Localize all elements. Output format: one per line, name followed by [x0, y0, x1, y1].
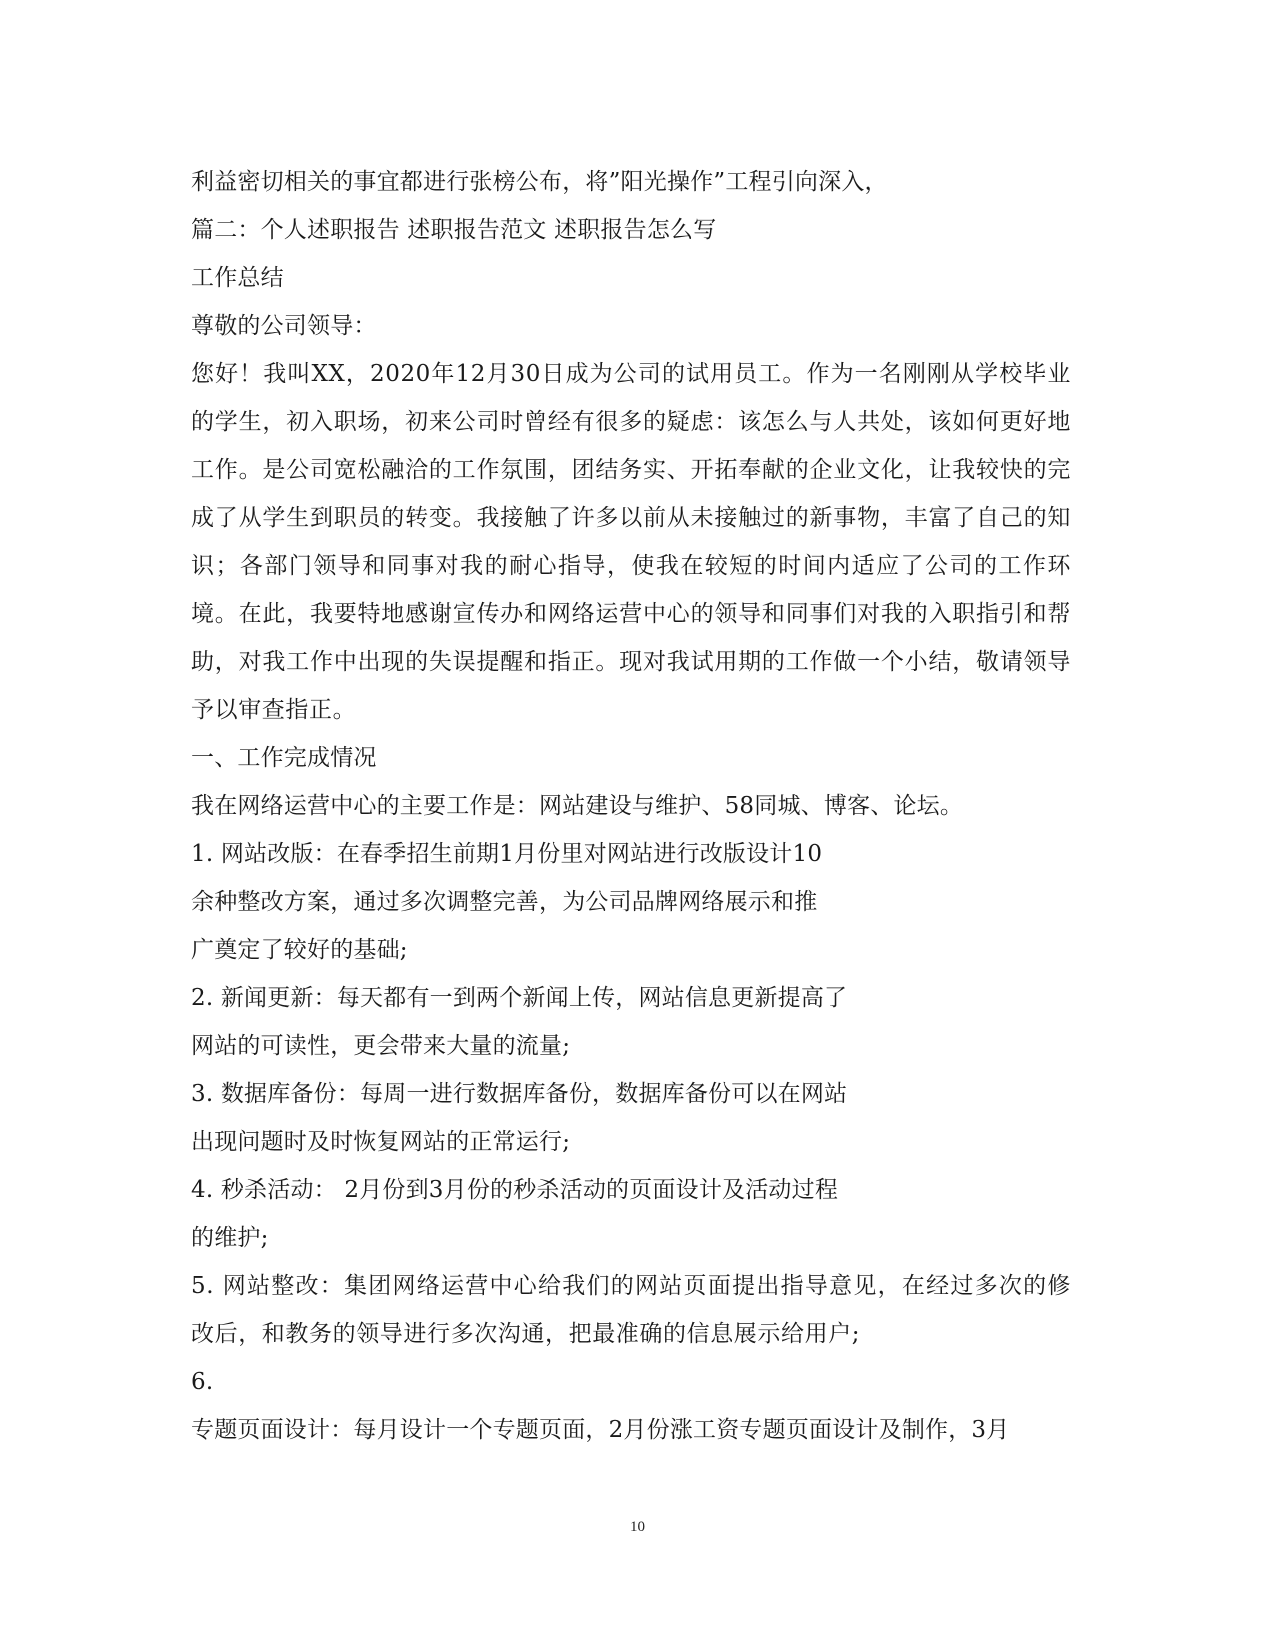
list-item: 5. 网站整改：集团网络运营中心给我们的网站页面提出指导意见，在经过多次的修改后，和教务的领导进行多次沟通，把最准确的信息展示给用户;: [191, 1273, 1071, 1347]
list-item-line: 的维护;: [191, 1225, 269, 1251]
section-intro: 我在网络运营中心的主要工作是：网站建设与维护、58同城、博客、论坛。: [191, 793, 964, 819]
list-item: [191, 1070, 1071, 1166]
text-line: 利益密切相关的事宜都进行张榜公布，将”阳光操作”工程引向深入，: [191, 169, 888, 195]
list-item-line: 网站的可读性，更会带来大量的流量;: [191, 1033, 571, 1059]
list-item: [191, 1166, 1071, 1262]
list-item-line: 广奠定了较好的基础;: [191, 937, 408, 963]
section-heading: 一、工作完成情况: [191, 745, 377, 771]
intro-paragraph: 您好！我叫XX，2020年12月30日成为公司的试用员工。作为一名刚刚从学校毕业的学生，初入职场，初来公司时曾经有很多的疑虑：该怎么与人共处，该如何更好地工作。是公司宽松融洽的工作氛围，团结务实、开拓奉献的企业文化，让我较快的完成了从学生到职员的转变。我接触了许多以前从未接触过的新事物，丰富了自己的知识；各部门领导和同事对我的耐心指导，使我在较短的时间内适应了公司的工作环境。在此，我要特地感谢宣传办和网络运营中心的领导和同事们对我的入职指引和帮助，对我工作中出现的失误提醒和指正。现对我试用期的工作做一个小结，敬请领导予以审查指正。: [191, 361, 1071, 723]
page-number: 10: [630, 1519, 645, 1535]
salutation: 尊敬的公司领导：: [191, 313, 377, 339]
list-item-line: 4. 秒杀活动： 2月份到3月份的秒杀活动的页面设计及活动过程: [191, 1177, 839, 1203]
list-item: [191, 830, 1071, 974]
list-item-line: 2. 新闻更新：每天都有一到两个新闻上传，网站信息更新提高了: [191, 985, 848, 1011]
list-item-line: 1. 网站改版：在春季招生前期1月份里对网站进行改版设计10: [191, 841, 823, 867]
article-title: 篇二：个人述职报告 述职报告范文 述职报告怎么写: [191, 217, 717, 243]
document-body: [191, 158, 1071, 1454]
list-item-line: 3. 数据库备份：每周一进行数据库备份，数据库备份可以在网站: [191, 1081, 848, 1107]
list-item-line: 余种整改方案，通过多次调整完善，为公司品牌网络展示和推: [191, 889, 818, 915]
subtitle: 工作总结: [191, 265, 284, 291]
list-item-line: 专题页面设计：每月设计一个专题页面，2月份涨工资专题页面设计及制作，3月: [191, 1417, 1010, 1443]
list-item-number: 6.: [191, 1369, 214, 1395]
list-item-line: 出现问题时及时恢复网站的正常运行;: [191, 1129, 571, 1155]
list-item: [191, 974, 1071, 1070]
